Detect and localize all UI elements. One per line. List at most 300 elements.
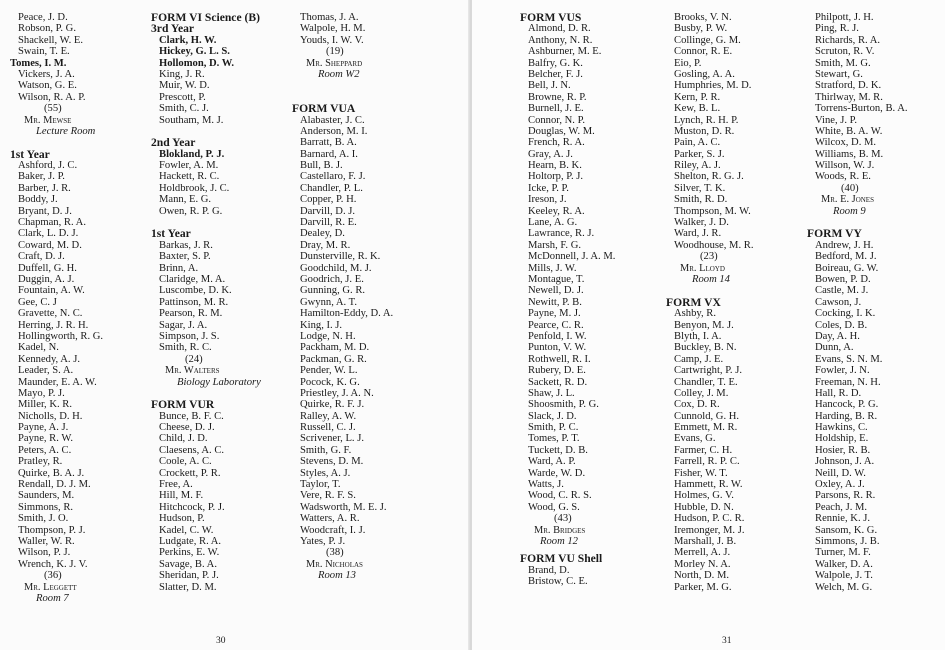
student-name: Pearce, C. R. xyxy=(528,319,584,331)
student-name: Cheese, D. J. xyxy=(159,422,215,434)
form-room: Biology Laboratory xyxy=(177,376,261,388)
student-name: King, J. R. xyxy=(159,68,205,80)
student-name: Evans, S. N. M. xyxy=(815,353,883,365)
student-name: Kew, B. L. xyxy=(674,103,721,115)
student-name: Styles, A. J. xyxy=(300,467,351,479)
student-name: Wood, G. S. xyxy=(528,501,580,513)
student-name: Ashby, R. xyxy=(674,308,716,320)
student-name: Torrens-Burton, B. A. xyxy=(815,103,908,115)
student-name: Silver, T. K. xyxy=(674,182,726,194)
student-name: Rothwell, R. I. xyxy=(528,353,591,365)
student-name: Peace, J. D. xyxy=(18,12,68,23)
student-name: Penfold, I. W. xyxy=(528,330,587,342)
form-master: Mr. Sheppard xyxy=(306,57,363,69)
student-name: Smith, C. J. xyxy=(159,103,209,115)
form-master: Mr. Walters xyxy=(165,365,220,377)
spacer xyxy=(292,80,393,91)
student-name: Belcher, F. J. xyxy=(528,68,583,80)
student-name: Pender, W. L. xyxy=(300,365,358,377)
form-room: Lecture Room xyxy=(36,125,96,137)
student-name: Simmons, J. B. xyxy=(815,535,880,547)
student-name: Cartwright, P. J. xyxy=(674,365,742,377)
student-name: Holdbrook, J. C. xyxy=(159,182,230,194)
student-name: Pain, A. C. xyxy=(674,137,721,149)
student-name: Waller, W. R. xyxy=(18,535,75,547)
student-name: Holtorp, P. J. xyxy=(528,171,584,183)
student-name: Boireau, G. W. xyxy=(815,262,879,274)
student-name: Cawson, J. xyxy=(815,296,862,308)
student-name: Bryant, D. J. xyxy=(18,205,72,217)
student-name: Chapman, R. A. xyxy=(18,217,86,229)
form-heading: FORM VUA xyxy=(292,102,356,116)
student-name: Emmett, M. R. xyxy=(674,422,738,434)
student-name: Boddy, J. xyxy=(18,194,58,206)
student-name: Cocking, I. K. xyxy=(815,308,876,320)
student-name: Castle, M. J. xyxy=(815,285,869,297)
student-name: Sackett, R. D. xyxy=(528,376,588,388)
student-name: Prescott, P. xyxy=(159,91,206,103)
student-name: Marshall, J. B. xyxy=(674,535,737,547)
student-name: Slack, J. D. xyxy=(528,410,577,422)
student-name: Hancock, P. G. xyxy=(815,399,879,411)
student-name: Claesens, A. C. xyxy=(159,444,225,456)
student-name: Smith, R. C. xyxy=(159,342,212,354)
student-name: Priestley, J. A. N. xyxy=(300,387,374,399)
student-name: Kern, P. R. xyxy=(674,91,721,103)
student-name: Walker, D. A. xyxy=(815,558,873,570)
student-name: Leader, S. A. xyxy=(18,365,74,377)
student-name: Castellaro, F. J. xyxy=(300,171,366,183)
student-name: Miller, K. R. xyxy=(18,399,73,411)
student-name: Turner, M. F. xyxy=(815,547,871,559)
student-name: Iremonger, M. J. xyxy=(674,524,745,536)
form-master: Mr. Bridges xyxy=(534,524,586,536)
student-name: Dunsterville, R. K. xyxy=(300,251,381,263)
student-name: Barratt, B. A. xyxy=(300,137,357,149)
student-name: Cox, D. R. xyxy=(674,399,720,411)
student-name: Parker, S. J. xyxy=(674,148,725,160)
left-page xyxy=(0,0,472,650)
student-name: Gray, A. J. xyxy=(528,148,573,160)
student-name: Swain, T. E. xyxy=(18,46,70,58)
student-name: Montague, T. xyxy=(528,273,585,285)
spacer xyxy=(10,137,103,148)
form-heading: FORM VUS xyxy=(520,11,582,24)
form-room: Room 7 xyxy=(36,592,69,604)
student-name: Andrew, J. H. xyxy=(815,239,874,251)
student-name: Johnson, J. A. xyxy=(815,456,875,468)
student-name: Camp, J. E. xyxy=(674,353,724,365)
student-name: Perkins, E. W. xyxy=(159,547,220,559)
student-name: Connor, N. P. xyxy=(528,114,585,126)
student-name: Wilcox, D. M. xyxy=(815,137,877,149)
student-name: Packman, G. R. xyxy=(300,353,367,365)
form-count: (24) xyxy=(185,353,203,365)
student-name: Sansom, K. G. xyxy=(815,524,878,536)
prefect-name: Hollomon, D. W. xyxy=(159,57,235,69)
student-name: Hill, M. F. xyxy=(159,490,204,502)
form-room: Room W2 xyxy=(318,68,360,80)
student-name: Watson, G. E. xyxy=(18,80,77,92)
student-name: Baxter, S. P. xyxy=(159,251,211,263)
student-name: Ireson, J. xyxy=(528,194,567,206)
student-name: Savage, B. A. xyxy=(159,558,217,570)
student-name: Smith, J. O. xyxy=(18,513,69,525)
student-name: Fowler, A. M. xyxy=(159,160,219,172)
student-name: Philpott, J. H. xyxy=(815,12,874,23)
student-name: Payne, A. J. xyxy=(18,422,69,434)
student-name: Lawrance, R. J. xyxy=(528,228,595,240)
page-number-left: 30 xyxy=(216,636,226,646)
student-name: Ashburner, M. E. xyxy=(528,46,602,58)
form-heading: 3rd Year xyxy=(151,22,195,36)
student-name: Rendall, D. J. M. xyxy=(18,479,91,491)
student-name: Williams, B. M. xyxy=(815,148,884,160)
student-name: Goodrich, J. E. xyxy=(300,273,364,285)
student-name: Pearson, R. M. xyxy=(159,308,223,320)
student-name: Hall, R. D. xyxy=(815,387,862,399)
column-right-2 xyxy=(666,12,753,593)
column-right-3 xyxy=(807,12,908,593)
student-name: Connor, R. E. xyxy=(674,46,733,58)
student-name: Peters, A. C. xyxy=(18,444,72,456)
student-name: Barnard, A. I. xyxy=(300,148,358,160)
student-name: Burnell, J. E. xyxy=(528,103,584,115)
student-name: Eio, P. xyxy=(674,57,702,69)
student-name: Wilson, R. A. P. xyxy=(18,91,86,103)
student-name: Shaw, J. L. xyxy=(528,387,575,399)
student-name: Cunnold, G. H. xyxy=(674,410,740,422)
form-room: Room 12 xyxy=(540,535,578,547)
student-name: Bull, B. J. xyxy=(300,160,343,172)
student-name: Saunders, M. xyxy=(18,490,75,502)
student-name: Walker, J. D. xyxy=(674,217,729,229)
student-name: Scrivener, L. J. xyxy=(300,433,365,445)
student-name: Craft, D. J. xyxy=(18,251,65,263)
student-name: Coole, A. C. xyxy=(159,456,212,468)
form-count: (40) xyxy=(841,182,859,194)
student-name: Mann, E. G. xyxy=(159,194,212,206)
student-name: Shelton, R. G. J. xyxy=(674,171,744,183)
student-name: Ashford, J. C. xyxy=(18,160,78,172)
student-name: Morley N. A. xyxy=(674,558,731,570)
student-name: Vine, J. P. xyxy=(815,114,858,126)
student-name: Nicholls, D. H. xyxy=(18,410,83,422)
student-name: Pocock, K. G. xyxy=(300,376,360,388)
student-name: Brooks, V. N. xyxy=(674,12,732,23)
student-name: Almond, D. R. xyxy=(528,23,591,35)
student-name: Walpole, H. M. xyxy=(300,23,366,35)
student-name: Packham, M. D. xyxy=(300,342,370,354)
student-name: Duffell, G. H. xyxy=(18,262,77,274)
student-name: Mills, J. W. xyxy=(528,262,577,274)
form-heading: 1st Year xyxy=(151,227,191,241)
student-name: Riley, A. J. xyxy=(674,160,721,172)
form-heading: FORM VUR xyxy=(151,398,215,412)
student-name: Thomas, J. A. xyxy=(300,12,359,23)
student-name: Quirke, B. A. J. xyxy=(18,467,85,479)
student-name: Simpson, J. S. xyxy=(159,330,220,342)
student-name: Payne, M. J. xyxy=(528,308,581,320)
student-name: Muston, D. R. xyxy=(674,125,735,137)
student-name: Hitchcock, P. J. xyxy=(159,501,225,513)
student-name: Chandler, P. L. xyxy=(300,182,363,194)
column-right-1 xyxy=(520,12,615,588)
student-name: McDonnell, J. A. M. xyxy=(528,251,616,263)
student-name: Sheridan, P. J. xyxy=(159,570,219,582)
student-name: Free, A. xyxy=(159,479,193,491)
student-name: Hudson, P. xyxy=(159,513,205,525)
student-name: Copper, P. H. xyxy=(300,194,357,206)
student-name: Mayo, P. J. xyxy=(18,387,65,399)
student-name: Thompson, M. W. xyxy=(674,205,751,217)
column-left-1 xyxy=(10,12,103,604)
student-name: Balfry, G. K. xyxy=(528,57,583,69)
student-name: Welch, M. G. xyxy=(815,581,873,593)
student-name: Yates, P. J. xyxy=(300,535,346,547)
column-left-2 xyxy=(151,12,261,593)
form-count: (19) xyxy=(326,46,344,58)
student-name: Watters, A. R. xyxy=(300,513,360,525)
student-name: King, I. J. xyxy=(300,319,343,331)
student-name: Kennedy, A. J. xyxy=(18,353,80,365)
student-name: Gunning, G. R. xyxy=(300,285,366,297)
student-name: Thompson, P. J. xyxy=(18,524,86,536)
student-name: Robson, P. G. xyxy=(18,23,76,35)
student-name: White, B. A. W. xyxy=(815,125,883,137)
student-name: Payne, R. W. xyxy=(18,433,74,445)
student-name: Parsons, R. R. xyxy=(815,490,876,502)
student-name: Taylor, T. xyxy=(300,479,341,491)
student-name: Brinn, A. xyxy=(159,262,199,274)
student-name: Ward, A. P. xyxy=(528,456,576,468)
page-number-right: 31 xyxy=(722,636,732,646)
student-name: Muir, W. D. xyxy=(159,80,210,92)
student-name: French, R. A. xyxy=(528,137,585,149)
student-name: Merrell, A. J. xyxy=(674,547,731,559)
student-name: Oxley, A. J. xyxy=(815,479,865,491)
student-name: Harding, B. R. xyxy=(815,410,878,422)
student-name: Gwynn, A. T. xyxy=(300,296,357,308)
student-name: Hudson, P. C. R. xyxy=(674,513,745,525)
student-name: Smith, M. G. xyxy=(815,57,871,69)
student-name: Chandler, T. E. xyxy=(674,376,738,388)
student-name: Neill, D. W. xyxy=(815,467,866,479)
form-heading: 1st Year xyxy=(10,147,50,161)
student-name: Maunder, E. A. W. xyxy=(18,376,97,388)
student-name: Lynch, R. H. P. xyxy=(674,114,739,126)
form-heading: FORM VI Science (B) xyxy=(151,11,260,24)
student-name: Baker, J. P. xyxy=(18,171,65,183)
student-name: Simmons, R. xyxy=(18,501,74,513)
student-name: Newitt, P. B. xyxy=(528,296,582,308)
student-name: Goodchild, M. J. xyxy=(300,262,372,274)
student-name: Hubble, D. N. xyxy=(674,501,734,513)
student-name: Wadsworth, M. E. J. xyxy=(300,501,387,513)
student-name: Willson, W. J. xyxy=(815,160,875,172)
student-name: Blyth, I. A. xyxy=(674,330,722,342)
student-name: Bunce, B. F. C. xyxy=(159,410,224,422)
student-name: Rubery, D. E. xyxy=(528,365,586,377)
student-name: Bristow, C. E. xyxy=(528,576,588,588)
student-name: Collinge, G. M. xyxy=(674,34,741,46)
student-name: Shoosmith, P. G. xyxy=(528,399,599,411)
student-name: Slatter, D. M. xyxy=(159,581,217,593)
student-name: Fowler, J. N. xyxy=(815,365,870,377)
student-name: Owen, R. P. G. xyxy=(159,205,223,217)
form-master: Mr. E. Jones xyxy=(821,194,874,206)
student-name: Crockett, P. R. xyxy=(159,467,221,479)
student-name: Freeman, N. H. xyxy=(815,376,881,388)
student-name: Sagar, J. A. xyxy=(159,319,208,331)
form-heading: FORM VX xyxy=(666,295,721,309)
student-name: Quirke, R. F. J. xyxy=(300,399,365,411)
form-room: Room 14 xyxy=(692,273,730,285)
student-name: Wrench, K. J. V. xyxy=(18,558,88,570)
student-name: Holdship, E. xyxy=(815,433,869,445)
prefect-name: Clark, H. W. xyxy=(159,34,217,46)
form-count: (23) xyxy=(700,251,718,263)
student-name: Gravette, N. C. xyxy=(18,308,83,320)
student-name: Darvill, D. J. xyxy=(300,205,356,217)
student-name: Brand, D. xyxy=(528,564,570,576)
student-name: Punton, V. W. xyxy=(528,342,587,354)
student-name: Lodge, N. H. xyxy=(300,330,356,342)
form-count: (36) xyxy=(44,570,62,582)
student-name: Smith, G. F. xyxy=(300,444,352,456)
right-page xyxy=(472,0,945,650)
student-name: Kadel, N. xyxy=(18,342,59,354)
student-name: Wilson, P. J. xyxy=(18,547,71,559)
student-name: Tuckett, D. B. xyxy=(528,444,588,456)
student-name: Wood, C. R. S. xyxy=(528,490,592,502)
student-name: Ping, R. J. xyxy=(815,23,859,35)
student-name: Hollingworth, R. G. xyxy=(18,330,104,342)
student-name: Child, J. D. xyxy=(159,433,208,445)
student-name: Farmer, C. H. xyxy=(674,444,733,456)
form-heading: 2nd Year xyxy=(151,136,196,150)
form-heading: FORM VY xyxy=(807,227,862,241)
student-name: Dray, M. R. xyxy=(300,239,351,251)
student-name: Luscombe, D. K. xyxy=(159,285,232,297)
form-count: (55) xyxy=(44,103,62,115)
student-name: Tomes, P. T. xyxy=(528,433,580,445)
student-name: Scruton, R. V. xyxy=(815,46,875,58)
student-name: Walpole, J. T. xyxy=(815,570,873,582)
student-name: Richards, R. A. xyxy=(815,34,881,46)
student-name: Rennie, K. J. xyxy=(815,513,871,525)
student-name: Hosier, R. B. xyxy=(815,444,871,456)
student-name: Stevens, D. M. xyxy=(300,456,364,468)
student-name: Duggin, A. J. xyxy=(18,273,75,285)
student-name: Stratford, D. K. xyxy=(815,80,882,92)
student-name: Lane, A. G. xyxy=(528,217,578,229)
student-name: Farrell, R. P. C. xyxy=(674,456,740,468)
student-name: Peach, J. M. xyxy=(815,501,868,513)
student-name: Darvill, R. E. xyxy=(300,217,357,229)
form-master: Mr. Mewse xyxy=(24,114,72,126)
student-name: Woodcraft, I. J. xyxy=(300,524,366,536)
student-name: Woods, R. E. xyxy=(815,171,871,183)
student-name: Anthony, N. R. xyxy=(528,34,593,46)
student-name: Bell, J. N. xyxy=(528,80,571,92)
student-name: Evans, G. xyxy=(674,433,716,445)
student-name: Claridge, M. A. xyxy=(159,273,226,285)
student-name: Kadel, C. W. xyxy=(159,524,214,536)
student-name: Browne, R. P. xyxy=(528,91,587,103)
student-name: Gee, C. J xyxy=(18,296,57,308)
student-name: Watts, J. xyxy=(528,479,564,491)
student-name: Ward, J. R. xyxy=(674,228,722,240)
prefect-name: Tomes, I. M. xyxy=(10,57,67,69)
form-master: Mr. Lloyd xyxy=(680,262,725,274)
student-name: Buckley, B. N. xyxy=(674,342,737,354)
prefect-name: Blokland, P. J. xyxy=(159,148,225,160)
student-name: Woodhouse, M. R. xyxy=(674,239,754,251)
student-name: Douglas, W. M. xyxy=(528,125,595,137)
student-name: Herring, J. R. H. xyxy=(18,319,89,331)
student-name: Busby, P. W. xyxy=(674,23,728,35)
student-name: Holmes, G. V. xyxy=(674,490,734,502)
student-name: Barber, J. R. xyxy=(18,182,71,194)
student-name: Smith, P. C. xyxy=(528,422,579,434)
student-name: Vickers, J. A. xyxy=(18,68,75,80)
student-name: Hearn, B. K. xyxy=(528,160,582,172)
form-count: (43) xyxy=(554,513,572,525)
student-name: North, D. M. xyxy=(674,570,730,582)
student-name: Russell, C. J. xyxy=(300,422,356,434)
student-name: Icke, P. P. xyxy=(528,182,569,194)
student-name: Warde, W. D. xyxy=(528,467,586,479)
student-name: Parker, M. G. xyxy=(674,581,732,593)
student-name: Smith, R. D. xyxy=(674,194,728,206)
student-name: Anderson, M. I. xyxy=(300,125,368,137)
form-count: (38) xyxy=(326,547,344,559)
student-name: Coward, M. D. xyxy=(18,239,82,251)
student-name: Hamilton-Eddy, D. A. xyxy=(300,308,394,320)
column-left-3 xyxy=(292,12,393,582)
student-name: Hawkins, C. xyxy=(815,422,868,434)
student-name: Barkas, J. R. xyxy=(159,239,213,251)
prefect-name: Hickey, G. L. S. xyxy=(159,46,230,58)
student-name: Pratley, R. xyxy=(18,456,63,468)
student-name: Day, A. H. xyxy=(815,330,860,342)
student-name: Ralley, A. W. xyxy=(300,410,357,422)
student-name: Dealey, D. xyxy=(300,228,345,240)
student-name: Fountain, A. W. xyxy=(18,285,85,297)
student-name: Benyon, M. J. xyxy=(674,319,734,331)
student-name: Youds, I. W. V. xyxy=(300,34,364,46)
student-name: Keeley, R. A. xyxy=(528,205,585,217)
student-name: Thirlway, M. R. xyxy=(815,91,883,103)
student-name: Newell, D. J. xyxy=(528,285,584,297)
student-name: Vere, R. F. S. xyxy=(300,490,356,502)
student-name: Colley, J. M. xyxy=(674,387,729,399)
student-name: Ludgate, R. A. xyxy=(159,535,222,547)
student-name: Coles, D. B. xyxy=(815,319,868,331)
form-room: Room 13 xyxy=(318,570,356,582)
student-name: Bedford, M. J. xyxy=(815,251,877,263)
student-name: Shackell, W. E. xyxy=(18,34,84,46)
student-name: Hammett, R. W. xyxy=(674,479,743,491)
form-room: Room 9 xyxy=(833,205,866,217)
student-name: Stewart, G. xyxy=(815,68,863,80)
student-name: Humphries, M. D. xyxy=(674,80,752,92)
student-name: Southam, M. J. xyxy=(159,114,224,126)
student-name: Gosling, A. A. xyxy=(674,68,735,80)
student-name: Alabaster, J. C. xyxy=(300,114,365,126)
student-name: Fisher, W. T. xyxy=(674,467,728,479)
